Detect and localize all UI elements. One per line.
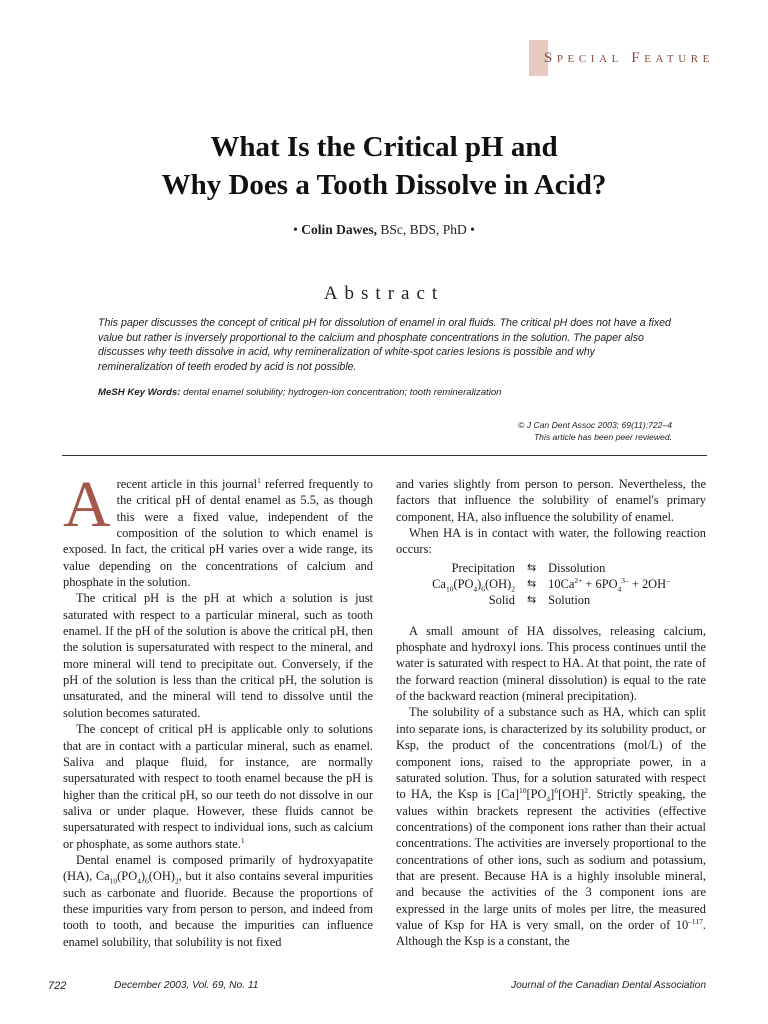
mesh-label: MeSH Key Words: <box>98 387 181 398</box>
equilibrium-arrow-icon: ⇆ <box>526 577 537 591</box>
p3-text: The concept of critical pH is applicable only to solutions that are in contact with a particular mineral, such as enamel. Saliva and plaque fluid, for instance, are normally supersaturated with respect to tooth enamel because the pH is higher than the critical pH, so our teeth do not dissolve in our saliva or under plaque. However, these fluids cannot be supersaturated with respect to individual ions, such as calcium or phosphate, as some authors state. <box>63 722 373 851</box>
eq-ions: $10Ca^{2+} + 6PO_4^{3-} + 2OH^-$ <box>548 575 670 594</box>
eq-solid-label: Solid <box>488 593 515 608</box>
p4-text-d: (OH) <box>148 869 175 884</box>
subscript: 6 <box>145 876 149 886</box>
subscript: 10 <box>109 876 118 886</box>
paragraph-3 <box>63 721 373 852</box>
p4-text-c: ) <box>140 869 146 884</box>
p4-text-b: (PO <box>117 869 138 884</box>
journal-name: Journal of the Canadian Dental Association <box>510 980 706 991</box>
title-line-2: Why Does a Tooth Dissolve in Acid? <box>161 169 607 201</box>
eq-solution-label: Solution <box>548 593 591 608</box>
article-title <box>0 128 768 204</box>
paragraph-6: When HA is in contact with water, the following reaction occurs: <box>396 526 706 557</box>
equilibrium-arrow-icon: ⇆ <box>526 560 537 574</box>
citation: © J Can Dent Assoc 2003; 69(11):722–4 <box>518 420 672 430</box>
section-divider <box>62 455 707 456</box>
feature-label: Special Feature <box>543 49 714 66</box>
eq-dissolution-label: Dissolution <box>548 560 606 575</box>
mesh-terms: dental enamel solubility; hydrogen-ion concentration; tooth remineralization <box>180 387 502 398</box>
author-line <box>0 222 768 238</box>
author-name: Colin Dawes, <box>301 222 378 237</box>
chemical-equation <box>396 560 706 609</box>
reference-marker: 1 <box>240 835 245 845</box>
author-degrees: BSc, BDS, PhD <box>377 222 471 237</box>
eq-precipitation-label: Precipitation <box>451 560 515 575</box>
section-header <box>529 40 714 76</box>
p1-text-b: referred frequently to the critical pH of dental enamel as 5.5, as though this were a fixed value, independent of the composition of the solution to which enamel is exposed. In fact, the critical pH varies over a wide range, its value depending on the concentrations of calcium and phosphate in the solution. <box>63 477 373 590</box>
abstract-text: This paper discusses the concept of critical pH for dissolution of enamel in oral fluids. The critical pH does not have a fixed value but rather is inversely proportional to the calcium and phosphate concentrations in the solution. The paper also discusses why teeth dissolve in acid, why remineralization of white-spot caries lesions is possible and why remineralization of teeth eroded by acid is not possible. <box>98 317 671 373</box>
paragraph-2: The critical pH is the pH at which a solution is just saturated with respect to a particular mineral, such as tooth enamel. If the pH of the solution is above the critical pH, then the solution is supersaturated with respect to the mineral, and more mineral will tend to precipitate out. Conversely, if the pH of the solution is less than the critical pH, the solution is unsaturated, and the mineral will tend to dissolve until the solution becomes saturated. <box>63 591 373 720</box>
issue-info: December 2003, Vol. 69, No. 11 <box>114 980 259 991</box>
drop-cap: A <box>63 468 111 541</box>
author-bullet-right: • <box>470 222 475 237</box>
p4-text-a: Dental enamel is composed primarily of hydroxyapatite (HA), Ca <box>63 852 373 884</box>
citation-block <box>518 419 672 443</box>
body-column-right <box>396 476 706 950</box>
paragraph-4 <box>63 852 373 950</box>
peer-review-note: This article has been peer reviewed. <box>533 432 672 442</box>
paragraph-5: and varies slightly from person to person. Nevertheless, the factors that influence the solubility of enamel's primary component, HA, also influence the solubility of enamel. <box>396 477 706 524</box>
body-column-left <box>63 468 374 950</box>
eq-hydroxyapatite-formula: $Ca_{10}(PO_4)_6(OH)_2$ <box>432 577 515 594</box>
paragraph-1 <box>63 468 373 590</box>
author-bullet-left: • <box>293 222 298 237</box>
reference-marker: 1 <box>257 475 261 485</box>
subscript: 4 <box>137 876 141 886</box>
p4-text-e: , but it also contains several impurities such as carbonate and fluoride. Because the proportions of these impurities vary from person to person, and indeed from tooth to tooth, and because the impurities can influence enamel solubility, that solubility is not fixed <box>63 869 374 949</box>
mesh-keywords <box>98 387 672 398</box>
page-number: 722 <box>48 980 67 992</box>
title-line-1: What Is the Critical pH and <box>210 131 558 163</box>
paragraph-8: The solubility of a substance such as HA, which can split into separate ions, is characterized by its solubility product, or Ksp, the product of the concentrations (mol/L) of the component ions, raised to the appropriate power, in a saturated solution. Thus, for a solution saturated with respect to HA, the Ksp is $[Ca]^{10}[PO_4]^6[OH]^2$. Strictly speaking, the values within brackets represent the activities (effective concentrations) of the component ions rather than their actual concentrations. The activities are inversely proportional to the concentrations of other ions, such as sodium and potassium, that are present. Because HA is a highly insoluble mineral, and because the activities of the 3 component ions are expressed in the large units of moles per litre, the measured value of Ksp for HA is very small, on the order of $10^{-117}$. Although the Ksp is a constant, the <box>396 705 706 949</box>
equilibrium-arrow-icon: ⇆ <box>526 593 537 607</box>
p1-text-a: recent article in this journal <box>116 477 258 491</box>
subscript: 2 <box>174 876 179 886</box>
paragraph-7: A small amount of HA dissolves, releasing calcium, phosphate and hydroxyl ions. This process continues until the water is saturated with respect to HA. At that point, the rate of the forward reaction (mineral dissolution) is equal to the rate of the backward reaction (mineral precipitation). <box>396 623 706 704</box>
abstract-heading: Abstract <box>323 283 445 304</box>
